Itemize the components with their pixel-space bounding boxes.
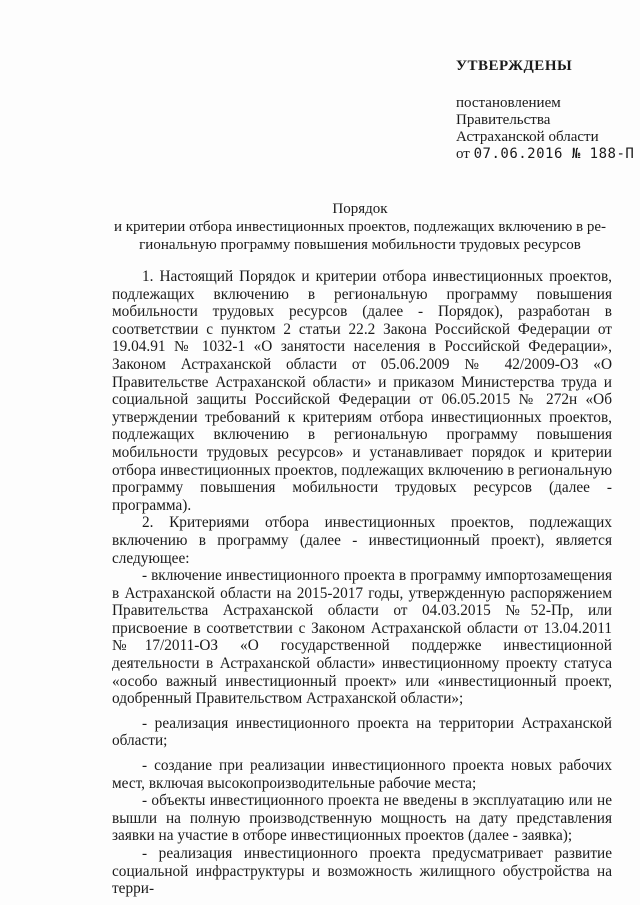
document-title — [100, 200, 620, 254]
paragraph-2: 2. Критериями отбора инвестиционных проектов, подлежащих включению в программу (далее - инвестиционный проект), является следующее: — [112, 514, 612, 567]
approval-line-region: Астраханской области — [456, 129, 599, 145]
paragraph-1: 1. Настоящий Порядок и критерии отбора инвестиционных проектов, подлежащих включению в региональную программу повышения мобильности трудовых ресурсов (далее - Порядок), разработан в соответствии с пунктом 2 статьи 22.2 Закона Российской Федерации от 19.04.91 № 1032-1 «О занятости населения в Российской Федерации», Законом Астраханской области от 05.06.2009 № 42/2009-ОЗ «О Правительстве Астраханской области» и приказом Министерства труда и социальной защиты Российской Федерации от 06.05.2015 № 272н «Об утверждении требований к критериям отбора инвестиционных проектов, подлежащих включению в региональную программу повышения мобильности трудовых ресурсов» и устанавливает порядок и критерии отбора инвестиционных проектов, подлежащих включению в региональную программу повышения мобильности трудовых ресурсов (далее - программа). — [112, 268, 612, 514]
approval-date-line — [456, 146, 634, 163]
criterion-not-commissioned: - объекты инвестиционного проекта не введены в эксплуатацию или не вышли на полную производственную мощность на дату представления заявки на участие в отборе инвестиционных проектов (далее - заявка); — [112, 792, 612, 845]
criterion-new-jobs: - создание при реализации инвестиционного проекта новых рабочих мест, включая высокопроизводительные рабочие места; — [112, 757, 612, 792]
approval-line-resolution: постановлением — [456, 95, 561, 111]
approval-heading: УТВЕРЖДЕНЫ — [456, 58, 573, 74]
approval-stamp-block — [456, 58, 634, 163]
title-line-2: и критерии отбора инвестиционных проектов, подлежащих включению в ре- — [113, 219, 607, 235]
criterion-social-infrastructure: - реализация инвестиционного проекта предусматривает развитие социальной инфраструктуры и возможность жилищного обустройства на терри- — [112, 845, 612, 898]
approval-date-number: 07.06.2016 № 188-П — [473, 146, 635, 162]
document-body — [112, 268, 612, 898]
title-line-3: гиональную программу повышения мобильности трудовых ресурсов — [139, 237, 581, 253]
approval-line-government: Правительства — [456, 112, 551, 128]
criterion-territory: - реализация инвестиционного проекта на территории Астраханской области; — [112, 714, 612, 750]
title-line-1: Порядок — [332, 201, 388, 217]
approval-date-prefix: от — [456, 146, 470, 162]
criterion-import-substitution: - включение инвестиционного проекта в программу импортозамещения в Астраханской области на 2015-2017 годы, утвержденную распоряжением Правительства Астраханской области от 04.03.2015 №52-Пр, или присвоение в соответствии с Законом Астраханской области от 13.04.2011 №17/2011-ОЗ «О государственной поддержке инвестиционной деятельности в Астраханской области» инвестиционному проекту статуса «особо важный инвестиционный проект» или «инвестиционный проект, одобренный Правительством Астраханской области»; — [112, 567, 612, 708]
